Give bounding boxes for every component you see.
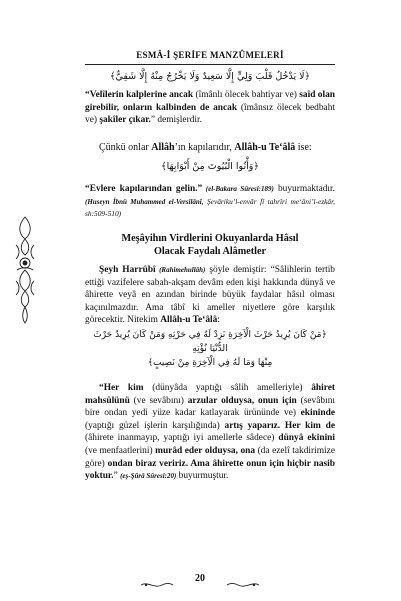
running-header: ESMÂ-İ ŞERİFE MANZÛMELERİ — [136, 50, 284, 60]
paragraph-1: “Velîlerin kalplerine ancak (îmânlı ölecek bahtiyar ve) saîd olan girebilir, onların kalbinden de ancak (îmânsız ölecek bedbaht ve) şakîler çıkar.” demişlerdir. — [85, 90, 335, 126]
paragraph-4: Şeyh Harrûbî (Rahimehullâh) şöyle demiştir: “Sâlihlerin tertib ettiği vazifelere sabah-akşam devâm eden kişi hakkında dünyâ ve âhirette veyâ en azından birinde büyük faydalar hâsıl olması kaçınılmazdır. Ama tâbî ki ameller niyetlere göre karşılık görecektir. Nitekim Allâh-u Te‘âlâ: — [85, 265, 335, 326]
paragraph-3: “Evlere kapılarından gelin.” (el-Bakara Sûresi:189) buyurmaktadır. (Huseyn İbnü Muhammed el-Versilânî, Şevâriku’l-envâr fî tahrîri me‘âni’l-ezkâr, sh:509-510) — [85, 184, 336, 219]
arabic-verse-2: ﴿وَأْتُوا الْبُيُوتَ مِنْ أَبْوَابِهَا﴾ — [161, 161, 259, 172]
arabic-verse-3-line-2: مِنْهَا وَمَا لَهُ فِي الْآخِرَةِ مِنْ نَصِيبٍ﴾ — [147, 358, 273, 368]
header-rule — [85, 64, 335, 65]
page-number: 20 — [195, 573, 205, 584]
paragraph-2: Çünkü onlar Allâh’ın kapılarıdır, Allâh-u Te‘âlâ ise: — [99, 142, 312, 153]
arabic-verse-1: ﴿لَا يَدْخُلُ قَلْبَ وَلِيٍّ إِلَّا سَعِيدٌ وَلَا يَخْرُجُ مِنْهُ إِلَّا شَقِيٌّ﴾ — [109, 71, 311, 82]
section-title-line-1: Meşâyihın Virdlerini Okuyanlarda Hâsıl — [121, 233, 299, 244]
arabic-verse-3 — [85, 328, 335, 370]
margin-ornament-icon — [14, 215, 36, 325]
footer-ornament-left-icon — [140, 580, 174, 590]
paragraph-5: “Her kim (dünyâda yaptığı sâlih amelleriyle) âhiret mahsûlünü (ve sevâbını) arzular olduysa, onun için (sevâbını bire ondan yedi yüze kadar katlayarak ürününde ve) ekininde (yaptığı güzel işlerin karşılığında) artış yaparız. Her kim de (âhirete inanmayıp, yaptığı iyi amellerle sâdece) dünyâ ekinini (ve menfaatlerini) murâd eder olduysa, ona (da ezelî takdirimize göre) ondan biraz veririz. Ama âhirette onun için hiçbir nasib yoktur.” (eş-Şûrâ Sûresi:20) buyurmuştur. — [85, 383, 335, 482]
footer-ornament-right-icon — [226, 580, 260, 590]
arabic-verse-3-line-1: ﴿مَنْ كَانَ يُرِيدُ حَرْثَ الْآخِرَةِ نَزِدْ لَهُ فِي حَرْثِهِ وَمَنْ كَانَ يُرِيدُ حَرْثَ الدُّنْيَا نُؤْتِهِ — [93, 330, 327, 354]
section-title — [85, 232, 335, 258]
section-title-line-2: Olacak Faydalı Alâmetler — [153, 246, 267, 257]
